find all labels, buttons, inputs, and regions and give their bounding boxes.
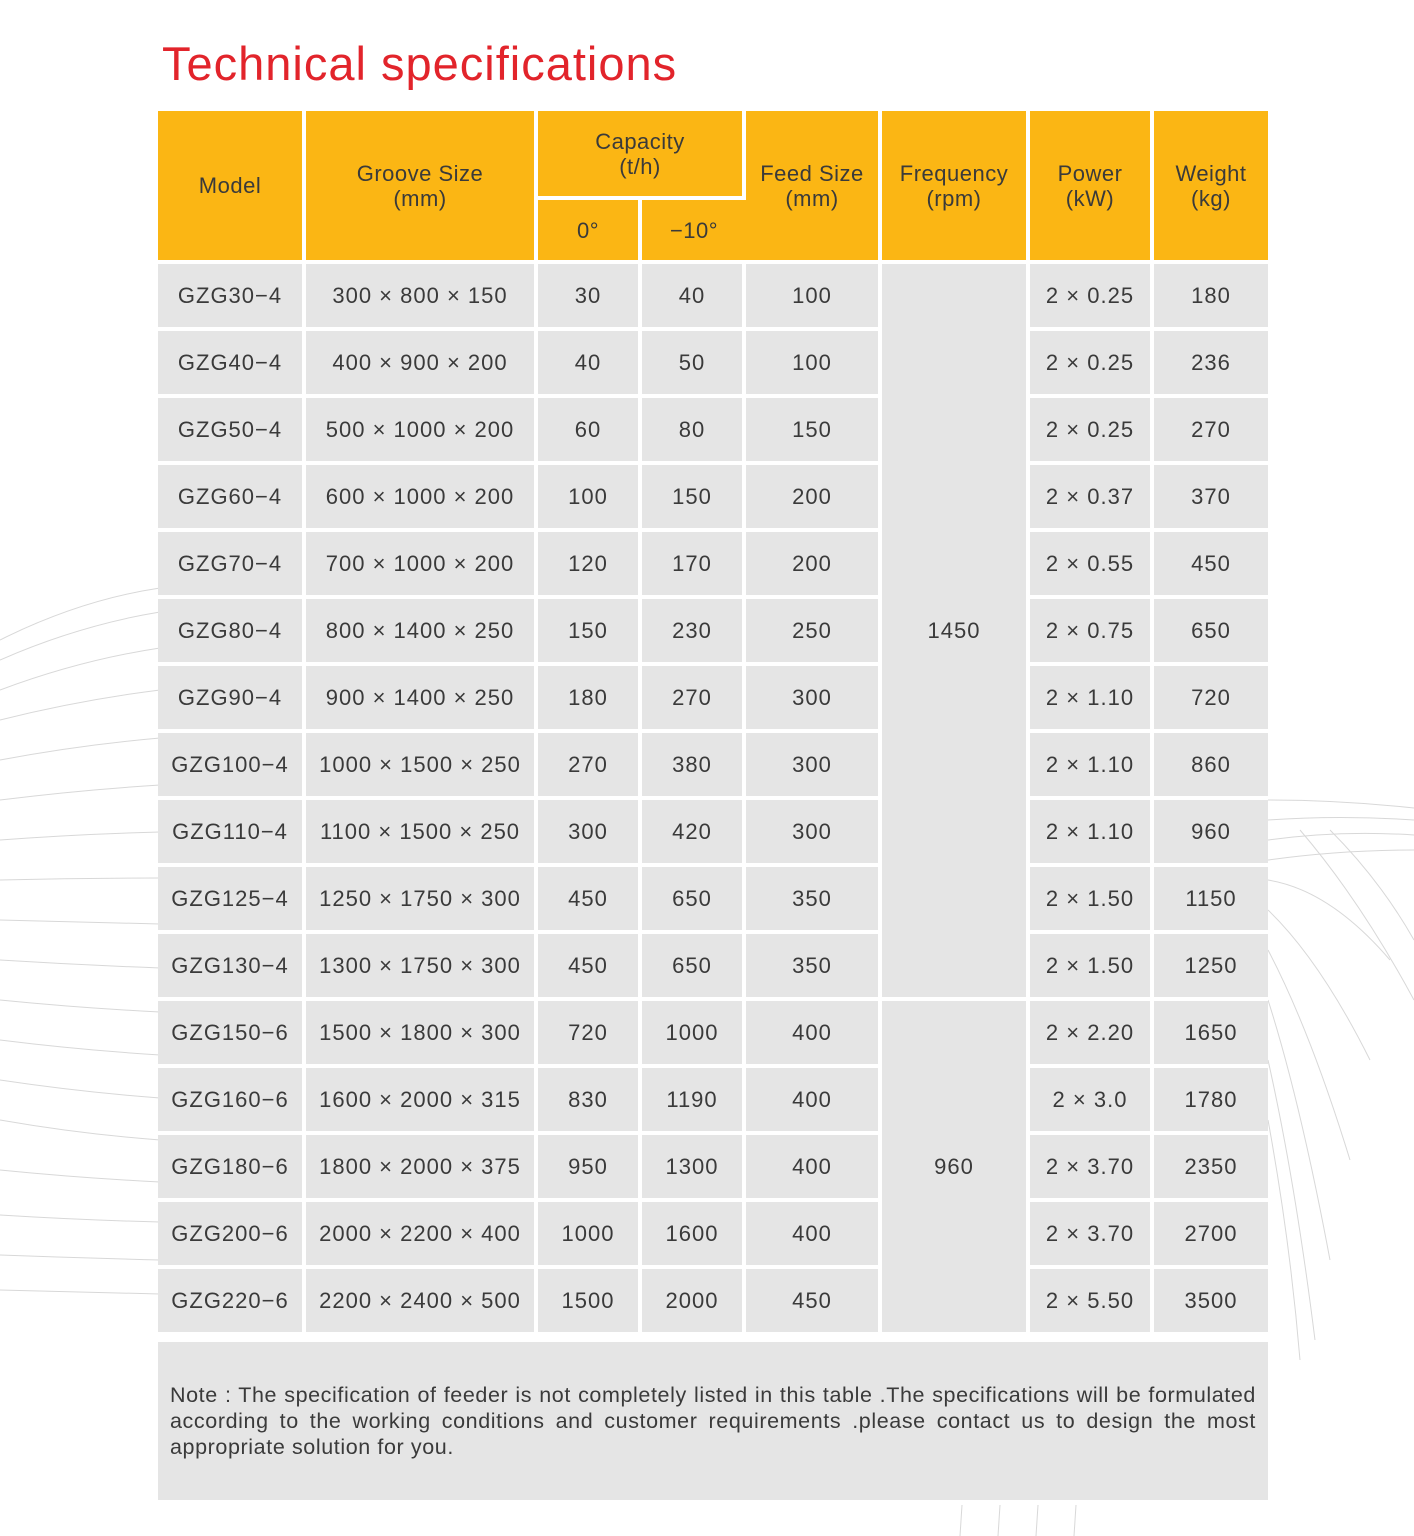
cell-capacity-minus10: 1000	[642, 1001, 746, 1068]
cell-capacity-minus10: 2000	[642, 1269, 746, 1336]
table-row	[158, 599, 1268, 666]
cell-capacity-minus10: 650	[642, 867, 746, 934]
cell-power: 2 × 1.10	[1030, 666, 1154, 733]
cell-capacity-0: 120	[538, 532, 642, 599]
table-row	[158, 465, 1268, 532]
cell-model: GZG110−4	[158, 800, 306, 867]
cell-capacity-0: 950	[538, 1135, 642, 1202]
cell-frequency-group: 1450	[882, 264, 1030, 1001]
cell-weight: 720	[1154, 666, 1268, 733]
cell-weight: 650	[1154, 599, 1268, 666]
cell-capacity-0: 1500	[538, 1269, 642, 1336]
cell-feed-size: 400	[746, 1135, 882, 1202]
cell-feed-size: 150	[746, 398, 882, 465]
cell-model: GZG70−4	[158, 532, 306, 599]
header-frequency: Frequency (rpm)	[882, 111, 1030, 264]
header-power: Power (kW)	[1030, 111, 1154, 264]
cell-groove-size: 400 × 900 × 200	[306, 331, 538, 398]
cell-model: GZG200−6	[158, 1202, 306, 1269]
cell-capacity-0: 60	[538, 398, 642, 465]
cell-power: 2 × 1.50	[1030, 934, 1154, 1001]
table-row	[158, 1269, 1268, 1336]
cell-groove-size: 600 × 1000 × 200	[306, 465, 538, 532]
note-text: Note : The specification of feeder is not completely listed in this table .The specifications will be formulated according to the working conditions and customer requirements .please contact us to design the most appropriate solution for you.	[170, 1383, 1256, 1459]
cell-capacity-0: 30	[538, 264, 642, 331]
cell-power: 2 × 0.55	[1030, 532, 1154, 599]
cell-feed-size: 450	[746, 1269, 882, 1336]
table-row	[158, 532, 1268, 599]
cell-power: 2 × 5.50	[1030, 1269, 1154, 1336]
cell-power: 2 × 1.50	[1030, 867, 1154, 934]
cell-groove-size: 2200 × 2400 × 500	[306, 1269, 538, 1336]
table-row	[158, 1001, 1268, 1068]
table-row	[158, 1202, 1268, 1269]
cell-feed-size: 250	[746, 599, 882, 666]
cell-model: GZG130−4	[158, 934, 306, 1001]
cell-power: 2 × 0.25	[1030, 331, 1154, 398]
cell-power: 2 × 3.70	[1030, 1135, 1154, 1202]
cell-weight: 960	[1154, 800, 1268, 867]
cell-groove-size: 800 × 1400 × 250	[306, 599, 538, 666]
header-weight: Weight (kg)	[1154, 111, 1268, 264]
cell-groove-size: 1300 × 1750 × 300	[306, 934, 538, 1001]
technical-spec-table	[158, 111, 1268, 1336]
cell-power: 2 × 0.37	[1030, 465, 1154, 532]
cell-capacity-0: 40	[538, 331, 642, 398]
cell-feed-size: 100	[746, 264, 882, 331]
table-row	[158, 934, 1268, 1001]
cell-model: GZG180−6	[158, 1135, 306, 1202]
cell-power: 2 × 1.10	[1030, 733, 1154, 800]
cell-capacity-minus10: 650	[642, 934, 746, 1001]
cell-weight: 1150	[1154, 867, 1268, 934]
cell-power: 2 × 0.25	[1030, 398, 1154, 465]
cell-capacity-0: 450	[538, 867, 642, 934]
cell-frequency-group: 960	[882, 1001, 1030, 1336]
cell-feed-size: 200	[746, 465, 882, 532]
cell-power: 2 × 0.75	[1030, 599, 1154, 666]
cell-weight: 236	[1154, 331, 1268, 398]
table-row	[158, 666, 1268, 733]
cell-groove-size: 1250 × 1750 × 300	[306, 867, 538, 934]
cell-model: GZG160−6	[158, 1068, 306, 1135]
cell-capacity-0: 450	[538, 934, 642, 1001]
header-capacity-minus10deg: −10°	[642, 200, 746, 264]
cell-capacity-0: 270	[538, 733, 642, 800]
cell-weight: 1250	[1154, 934, 1268, 1001]
cell-groove-size: 1000 × 1500 × 250	[306, 733, 538, 800]
cell-capacity-minus10: 1600	[642, 1202, 746, 1269]
cell-groove-size: 1100 × 1500 × 250	[306, 800, 538, 867]
table-row	[158, 1068, 1268, 1135]
table-row	[158, 398, 1268, 465]
header-capacity: Capacity (t/h)	[538, 111, 746, 200]
cell-weight: 370	[1154, 465, 1268, 532]
cell-groove-size: 2000 × 2200 × 400	[306, 1202, 538, 1269]
cell-groove-size: 1500 × 1800 × 300	[306, 1001, 538, 1068]
table-row	[158, 331, 1268, 398]
cell-feed-size: 300	[746, 800, 882, 867]
cell-model: GZG50−4	[158, 398, 306, 465]
cell-capacity-minus10: 1300	[642, 1135, 746, 1202]
cell-capacity-minus10: 40	[642, 264, 746, 331]
cell-weight: 860	[1154, 733, 1268, 800]
cell-capacity-minus10: 380	[642, 733, 746, 800]
cell-capacity-0: 830	[538, 1068, 642, 1135]
cell-power: 2 × 3.0	[1030, 1068, 1154, 1135]
cell-capacity-minus10: 50	[642, 331, 746, 398]
cell-capacity-minus10: 170	[642, 532, 746, 599]
cell-power: 2 × 2.20	[1030, 1001, 1154, 1068]
table-row	[158, 867, 1268, 934]
header-feed-size: Feed Size (mm)	[746, 111, 882, 264]
cell-power: 2 × 1.10	[1030, 800, 1154, 867]
header-capacity-0deg: 0°	[538, 200, 642, 264]
cell-capacity-0: 180	[538, 666, 642, 733]
cell-groove-size: 900 × 1400 × 250	[306, 666, 538, 733]
table-row	[158, 800, 1268, 867]
page-title: Technical specifications	[162, 37, 678, 90]
cell-capacity-minus10: 1190	[642, 1068, 746, 1135]
header-model: Model	[158, 111, 306, 264]
cell-feed-size: 400	[746, 1068, 882, 1135]
cell-weight: 1780	[1154, 1068, 1268, 1135]
cell-weight: 3500	[1154, 1269, 1268, 1336]
cell-groove-size: 1800 × 2000 × 375	[306, 1135, 538, 1202]
cell-model: GZG80−4	[158, 599, 306, 666]
cell-weight: 2700	[1154, 1202, 1268, 1269]
cell-weight: 180	[1154, 264, 1268, 331]
cell-power: 2 × 3.70	[1030, 1202, 1154, 1269]
table-row	[158, 264, 1268, 331]
cell-feed-size: 350	[746, 934, 882, 1001]
cell-model: GZG40−4	[158, 331, 306, 398]
cell-model: GZG100−4	[158, 733, 306, 800]
note-box	[158, 1342, 1268, 1500]
cell-model: GZG90−4	[158, 666, 306, 733]
cell-capacity-minus10: 150	[642, 465, 746, 532]
cell-feed-size: 400	[746, 1202, 882, 1269]
cell-feed-size: 100	[746, 331, 882, 398]
cell-groove-size: 1600 × 2000 × 315	[306, 1068, 538, 1135]
cell-capacity-minus10: 230	[642, 599, 746, 666]
cell-capacity-0: 150	[538, 599, 642, 666]
cell-groove-size: 500 × 1000 × 200	[306, 398, 538, 465]
cell-weight: 450	[1154, 532, 1268, 599]
cell-feed-size: 300	[746, 733, 882, 800]
cell-capacity-minus10: 270	[642, 666, 746, 733]
cell-capacity-0: 300	[538, 800, 642, 867]
cell-feed-size: 350	[746, 867, 882, 934]
cell-capacity-minus10: 80	[642, 398, 746, 465]
cell-feed-size: 300	[746, 666, 882, 733]
cell-weight: 2350	[1154, 1135, 1268, 1202]
cell-capacity-0: 1000	[538, 1202, 642, 1269]
cell-model: GZG30−4	[158, 264, 306, 331]
cell-capacity-0: 100	[538, 465, 642, 532]
cell-capacity-0: 720	[538, 1001, 642, 1068]
cell-weight: 270	[1154, 398, 1268, 465]
cell-model: GZG220−6	[158, 1269, 306, 1336]
cell-groove-size: 300 × 800 × 150	[306, 264, 538, 331]
cell-power: 2 × 0.25	[1030, 264, 1154, 331]
cell-feed-size: 200	[746, 532, 882, 599]
cell-groove-size: 700 × 1000 × 200	[306, 532, 538, 599]
cell-model: GZG125−4	[158, 867, 306, 934]
table-row	[158, 733, 1268, 800]
header-groove-size: Groove Size (mm)	[306, 111, 538, 264]
cell-feed-size: 400	[746, 1001, 882, 1068]
cell-model: GZG150−6	[158, 1001, 306, 1068]
cell-capacity-minus10: 420	[642, 800, 746, 867]
cell-weight: 1650	[1154, 1001, 1268, 1068]
table-row	[158, 1135, 1268, 1202]
cell-model: GZG60−4	[158, 465, 306, 532]
